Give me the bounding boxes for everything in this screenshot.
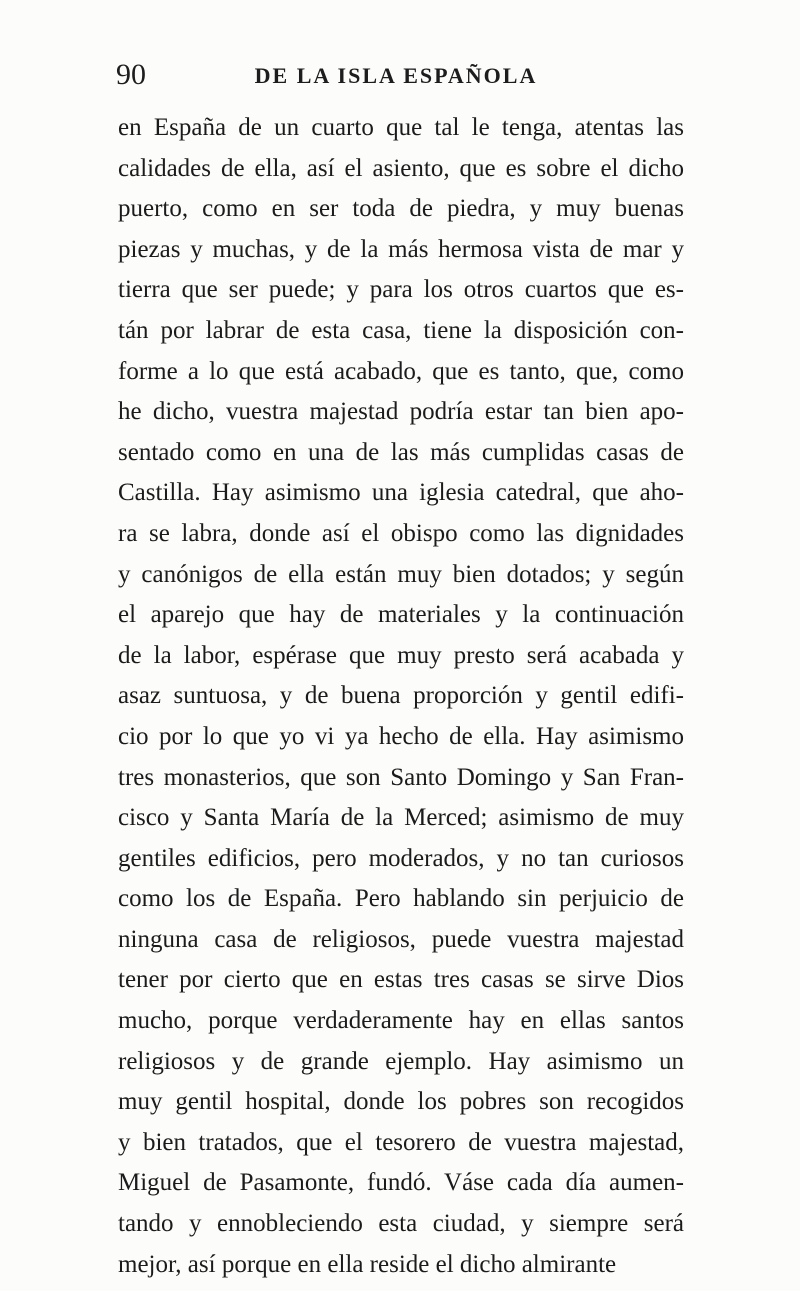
text-line: Castilla. Hay asimismo una iglesia catedral, que aho- (118, 479, 684, 507)
text-line: el aparejo que hay de materiales y la continuación (118, 601, 684, 629)
text-line: piezas y muchas, y de la más hermosa vista de mar y (118, 235, 684, 263)
text-line: gentiles edificios, pero moderados, y no tan curiosos (118, 844, 684, 872)
running-head (116, 54, 676, 104)
text-line: he dicho, vuestra majestad podría estar tan bien apo- (118, 398, 684, 426)
text-line: y bien tratados, que el tesorero de vuestra majestad, (118, 1128, 684, 1156)
text-line: tierra que ser puede; y para los otros cuartos que es- (118, 276, 684, 304)
text-line: cio por lo que yo vi ya hecho de ella. Hay asimismo (118, 722, 684, 750)
text-line: religiosos y de grande ejemplo. Hay asimismo un (118, 1047, 684, 1075)
text-line: sentado como en una de las más cumplidas casas de (118, 438, 684, 466)
text-line: tando y ennobleciendo esta ciudad, y siempre será (118, 1210, 684, 1238)
running-title: DE LA ISLA ESPAÑOLA (254, 63, 538, 88)
text-line: tener por cierto que en estas tres casas se sirve Dios (118, 966, 684, 994)
text-line: cisco y Santa María de la Merced; asimismo de muy (118, 804, 684, 832)
text-line: como los de España. Pero hablando sin perjuicio de (118, 885, 684, 913)
text-line: calidades de ella, así el asiento, que es sobre el dicho (118, 154, 684, 182)
text-line: ninguna casa de religiosos, puede vuestra majestad (118, 925, 684, 953)
text-line: asaz suntuosa, y de buena proporción y gentil edifi- (118, 682, 684, 710)
text-line: y canónigos de ella están muy bien dotados; y según (118, 560, 684, 588)
text-line: muy gentil hospital, donde los pobres son recogidos (118, 1088, 684, 1116)
text-line: de la labor, espérase que muy presto será acabada y (118, 641, 684, 669)
text-line: ra se labra, donde así el obispo como las dignidades (118, 519, 684, 547)
text-line: puerto, como en ser toda de piedra, y muy buenas (118, 195, 684, 223)
body-text (118, 108, 684, 1285)
text-line: en España de un cuarto que tal le tenga, atentas las (118, 114, 684, 141)
text-line: forme a lo que está acabado, que es tanto, que, como (118, 357, 684, 385)
page-number: 90 (116, 58, 146, 91)
text-line: tán por labrar de esta casa, tiene la disposición con- (118, 316, 684, 344)
text-line: mucho, porque verdaderamente hay en ellas santos (118, 1007, 684, 1035)
text-line: tres monasterios, que son Santo Domingo y San Fran- (118, 763, 684, 791)
text-line: mejor, así porque en ella reside el dicho almirante (118, 1250, 617, 1278)
text-line: Miguel de Pasamonte, fundó. Váse cada día aumen- (118, 1169, 684, 1197)
